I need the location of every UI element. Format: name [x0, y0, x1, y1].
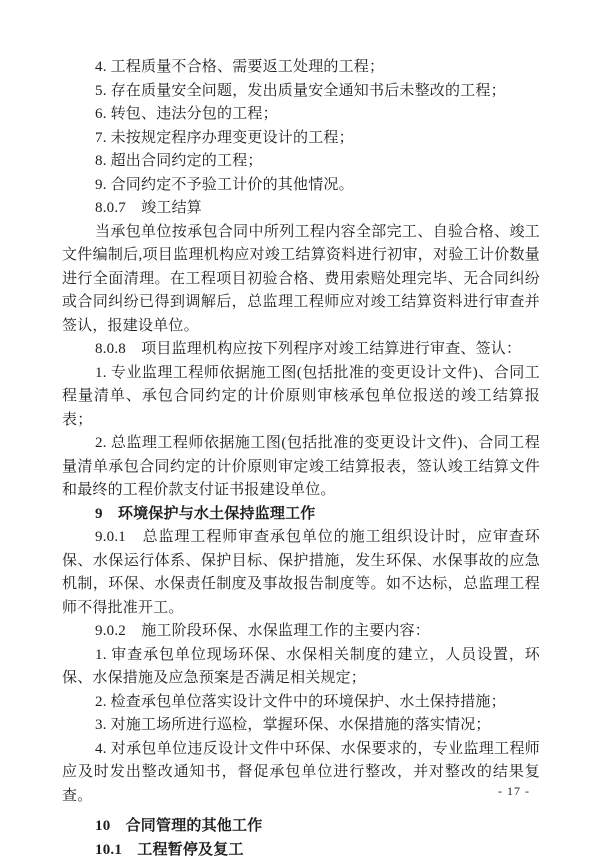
chapter-heading: 10 合同管理的其他工作: [62, 815, 540, 839]
page-number: - 17 -: [498, 784, 530, 799]
list-item: 1. 审查承包单位现场环保、水保相关制度的建立，人员设置，环保、水保措施及应急预案是否满足相关规定；: [62, 644, 540, 691]
body-paragraph: 当承包单位按承包合同中所列工程内容全部完工、自验合格、竣工文件编制后,项目监理机构应对竣工结算资料进行初审，对验工计价数量进行全面清理。在工程项目初验合格、费用索赔处理完毕、无合同纠纷或合同纠纷已得到调解后，总监理工程师应对竣工结算资料进行审查并签认，报建设单位。: [62, 221, 540, 339]
list-item: 6. 转包、违法分包的工程；: [62, 103, 540, 127]
list-item: 9. 合同约定不予验工计价的其他情况。: [62, 174, 540, 198]
body-paragraph: 9.0.1 总监理工程师审查承包单位的施工组织设计时，应审查环保、水保运行体系、保护目标、保护措施，发生环保、水保事故的应急机制，环保、水保责任制度及事故报告制度等。如不达标，总监理工程师不得批准开工。: [62, 526, 540, 620]
list-item: 1. 专业监理工程师依据施工图(包括批准的变更设计文件)、合同工程量清单、承包合同约定的计价原则审核承包单位报送的竣工结算报表；: [62, 362, 540, 433]
list-item: 4. 对承包单位违反设计文件中环保、水保要求的，专业监理工程师应及时发出整改通知书，督促承包单位进行整改，并对整改的结果复查。: [62, 738, 540, 809]
document-body: [62, 56, 540, 862]
chapter-heading: 9 环境保护与水土保持监理工作: [62, 503, 540, 527]
list-item: 4. 工程质量不合格、需要返工处理的工程；: [62, 56, 540, 80]
section-heading: 10.1 工程暂停及复工: [62, 839, 540, 862]
list-item: 3. 对施工场所进行巡检，掌握环保、水保措施的落实情况；: [62, 714, 540, 738]
list-item: 8. 超出合同约定的工程；: [62, 150, 540, 174]
list-item: 2. 总监理工程师依据施工图(包括批准的变更设计文件)、合同工程量清单承包合同约定的计价原则审定竣工结算报表，签认竣工结算文件和最终的工程价款支付证书报建设单位。: [62, 432, 540, 503]
clause-heading: 8.0.7 竣工结算: [62, 197, 540, 221]
clause-heading: 8.0.8 项目监理机构应按下列程序对竣工结算进行审查、签认：: [62, 338, 540, 362]
clause-heading: 9.0.2 施工阶段环保、水保监理工作的主要内容：: [62, 620, 540, 644]
list-item: 7. 未按规定程序办理变更设计的工程；: [62, 127, 540, 151]
list-item: 5. 存在质量安全问题，发出质量安全通知书后未整改的工程；: [62, 80, 540, 104]
list-item: 2. 检查承包单位落实设计文件中的环境保护、水土保持措施；: [62, 691, 540, 715]
